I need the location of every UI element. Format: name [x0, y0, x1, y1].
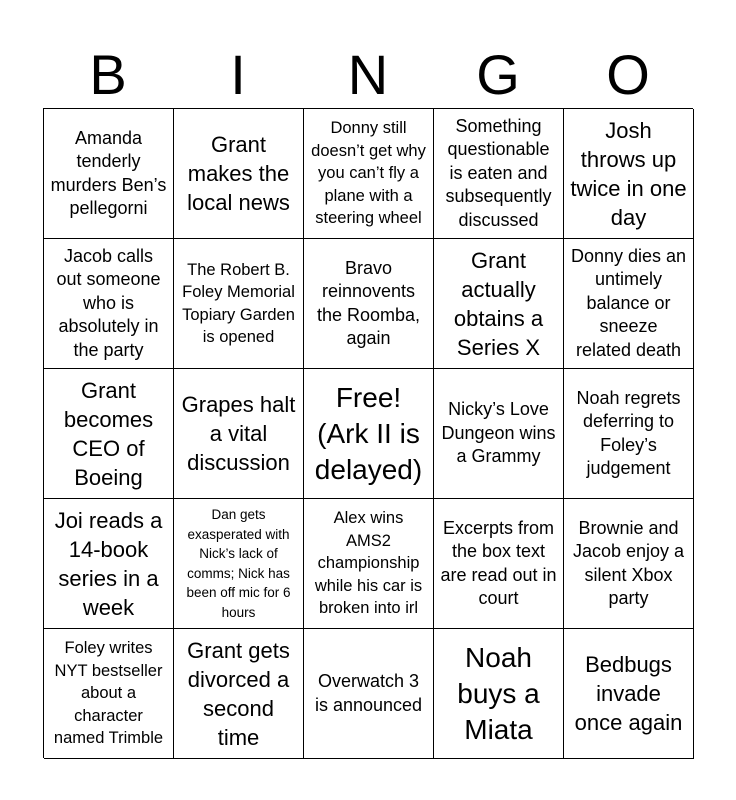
bingo-free-space[interactable]: [304, 369, 434, 499]
bingo-cell[interactable]: [44, 109, 174, 239]
bingo-cell[interactable]: [304, 499, 434, 629]
bingo-cell-text: Something questionable is eaten and subsequently discussed: [445, 115, 552, 230]
header-letter-i: I: [230, 43, 246, 106]
bingo-cell-text: Donny dies an untimely balance or sneeze related death: [570, 245, 687, 360]
bingo-header: [43, 44, 693, 106]
bingo-cell[interactable]: [564, 239, 694, 369]
bingo-cell-text: Brownie and Jacob enjoy a silent Xbox party: [572, 517, 685, 608]
bingo-cell-text: Dan gets exasperated with Nick’s lack of comms; Nick has been off mic for 6 hours: [186, 507, 291, 620]
bingo-cell-text: Alex wins AMS2 championship while his car is broken into irl: [314, 509, 423, 618]
bingo-cell[interactable]: [174, 239, 304, 369]
header-letter-g: G: [476, 43, 520, 106]
header-letter-o: O: [606, 43, 650, 106]
bingo-cell[interactable]: [174, 629, 304, 759]
bingo-cell[interactable]: [564, 499, 694, 629]
bingo-cell-text: The Robert B. Foley Memorial Topiary Garden is opened: [182, 260, 295, 346]
bingo-cell-text: Foley writes NYT bestseller about a character named Trimble: [53, 639, 164, 748]
bingo-cell-text: Joi reads a 14-book series in a week: [54, 507, 163, 620]
bingo-cell-text: Grant makes the local news: [187, 132, 290, 215]
bingo-cell[interactable]: [434, 369, 564, 499]
bingo-cell[interactable]: [434, 499, 564, 629]
header-letter-b: B: [89, 43, 127, 106]
bingo-cell-text: Noah regrets deferring to Foley’s judgement: [576, 387, 681, 478]
header-letter-n: N: [347, 43, 389, 106]
bingo-cell-text: Amanda tenderly murders Ben’s pellegorni: [50, 127, 167, 218]
bingo-cell[interactable]: [434, 239, 564, 369]
bingo-cell-text: Grant becomes CEO of Boeing: [63, 377, 154, 490]
bingo-cell-text: Nicky’s Love Dungeon wins a Grammy: [441, 399, 556, 467]
bingo-cell[interactable]: [174, 499, 304, 629]
bingo-cell[interactable]: [564, 629, 694, 759]
bingo-cell-text: Bedbugs invade once again: [574, 652, 683, 735]
bingo-cell[interactable]: [304, 629, 434, 759]
bingo-cell-text: Grant actually obtains a Series X: [453, 247, 544, 360]
bingo-cell[interactable]: [174, 109, 304, 239]
bingo-cell[interactable]: [434, 629, 564, 759]
bingo-cell-text: Grant gets divorced a second time: [187, 637, 290, 750]
bingo-cell-text: Noah buys a Miata: [457, 641, 540, 745]
bingo-cell[interactable]: [564, 109, 694, 239]
bingo-board: [43, 108, 693, 758]
bingo-cell[interactable]: [44, 629, 174, 759]
bingo-cell-text: Jacob calls out someone who is absolutely in the party: [56, 245, 161, 360]
bingo-cell-text: Overwatch 3 is announced: [314, 671, 423, 715]
bingo-cell-text: Josh throws up twice in one day: [570, 117, 687, 230]
bingo-cell-text: Free! (Ark II is delayed): [314, 381, 423, 485]
bingo-cell-text: Excerpts from the box text are read out in court: [440, 517, 557, 608]
bingo-cell[interactable]: [174, 369, 304, 499]
bingo-cell-text: Donny still doesn’t get why you can’t fly a plane with a steering wheel: [311, 119, 426, 228]
bingo-cell-text: Grapes halt a vital discussion: [181, 392, 296, 475]
bingo-cell[interactable]: [304, 109, 434, 239]
bingo-cell[interactable]: [44, 369, 174, 499]
bingo-cell[interactable]: [44, 239, 174, 369]
bingo-cell[interactable]: [44, 499, 174, 629]
bingo-cell[interactable]: [434, 109, 564, 239]
bingo-cell[interactable]: [304, 239, 434, 369]
bingo-cell-text: Bravo reinnovents the Roomba, again: [316, 257, 421, 348]
bingo-cell[interactable]: [564, 369, 694, 499]
